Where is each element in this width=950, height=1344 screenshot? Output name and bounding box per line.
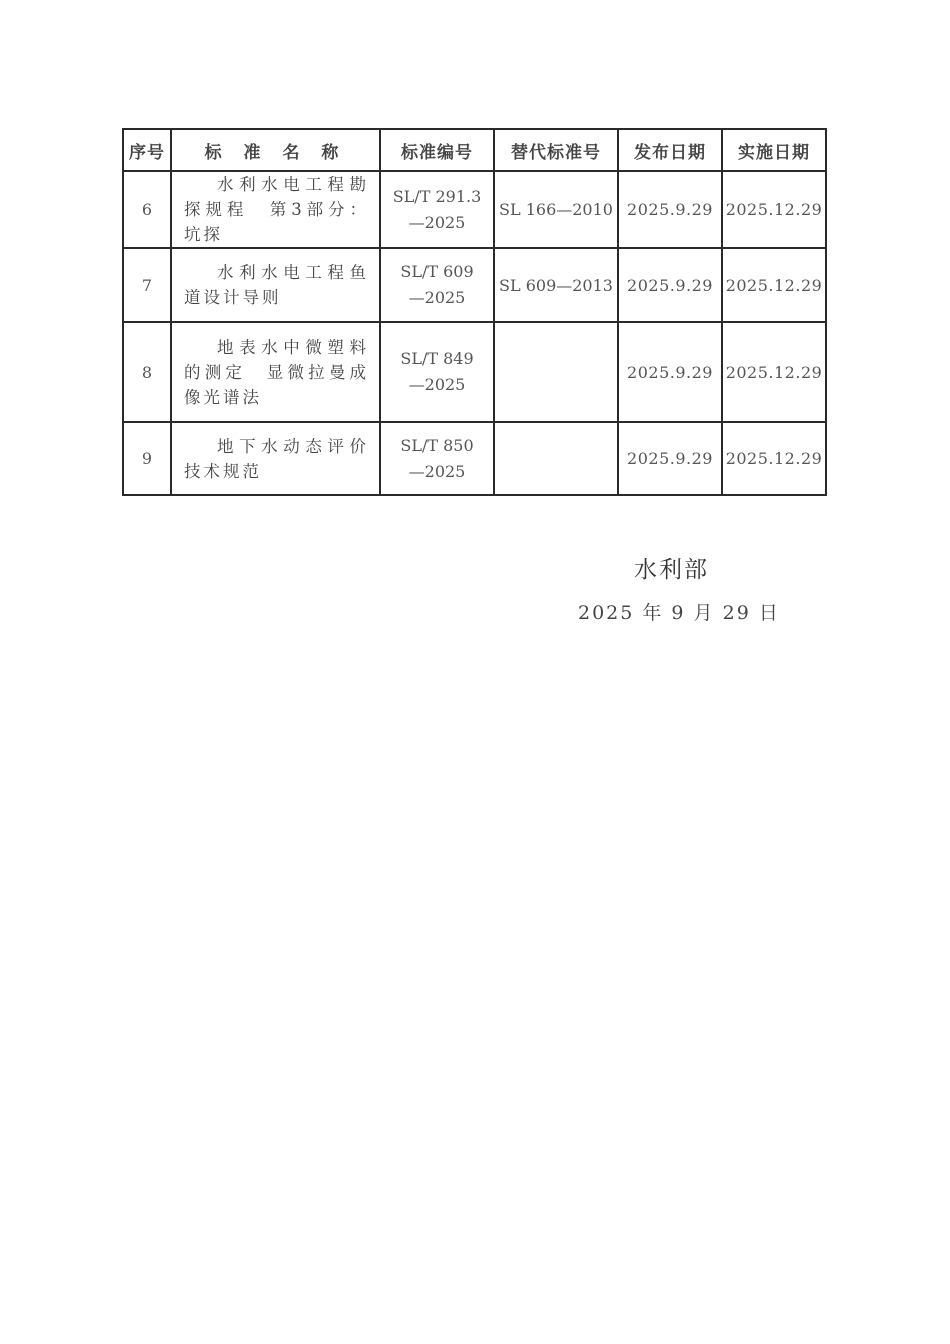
cell-publish-date: 2025.9.29: [618, 322, 722, 422]
cell-replace: SL 609—2013: [494, 248, 618, 322]
cell-implement-date: 2025.12.29: [722, 248, 826, 322]
cell-name: 地表水中微塑料的测定 显微拉曼成像光谱法: [171, 322, 380, 422]
table-row: [123, 322, 826, 422]
cell-publish-date: 2025.9.29: [618, 171, 722, 248]
header-publish-date: 发布日期: [618, 129, 722, 171]
table-row: [123, 171, 826, 248]
cell-code: SL/T 291.3 —2025: [380, 171, 494, 248]
cell-implement-date: 2025.12.29: [722, 322, 826, 422]
cell-no: 9: [123, 422, 171, 495]
cell-name: 水利水电工程鱼道设计导则: [171, 248, 380, 322]
cell-replace: SL 166—2010: [494, 171, 618, 248]
issuer-signature: 水利部: [634, 557, 709, 583]
cell-implement-date: 2025.12.29: [722, 422, 826, 495]
header-replace: 替代标准号: [494, 129, 618, 171]
cell-publish-date: 2025.9.29: [618, 422, 722, 495]
table-row: [123, 248, 826, 322]
issue-date: 2025 年 9 月 29 日: [578, 602, 780, 624]
cell-code: SL/T 609 —2025: [380, 248, 494, 322]
cell-replace: [494, 322, 618, 422]
cell-publish-date: 2025.9.29: [618, 248, 722, 322]
header-no: 序号: [123, 129, 171, 171]
cell-no: 7: [123, 248, 171, 322]
cell-code: SL/T 850 —2025: [380, 422, 494, 495]
cell-implement-date: 2025.12.29: [722, 171, 826, 248]
table-header-row: [123, 129, 826, 171]
header-name: 标 准 名 称: [171, 129, 380, 171]
header-implement-date: 实施日期: [722, 129, 826, 171]
table-row: [123, 422, 826, 495]
cell-no: 8: [123, 322, 171, 422]
cell-name: 地下水动态评价技术规范: [171, 422, 380, 495]
standards-table: [122, 128, 827, 496]
cell-no: 6: [123, 171, 171, 248]
cell-replace: [494, 422, 618, 495]
header-code: 标准编号: [380, 129, 494, 171]
cell-name: 水利水电工程勘探规程 第3部分：坑探: [171, 171, 380, 248]
cell-code: SL/T 849 —2025: [380, 322, 494, 422]
